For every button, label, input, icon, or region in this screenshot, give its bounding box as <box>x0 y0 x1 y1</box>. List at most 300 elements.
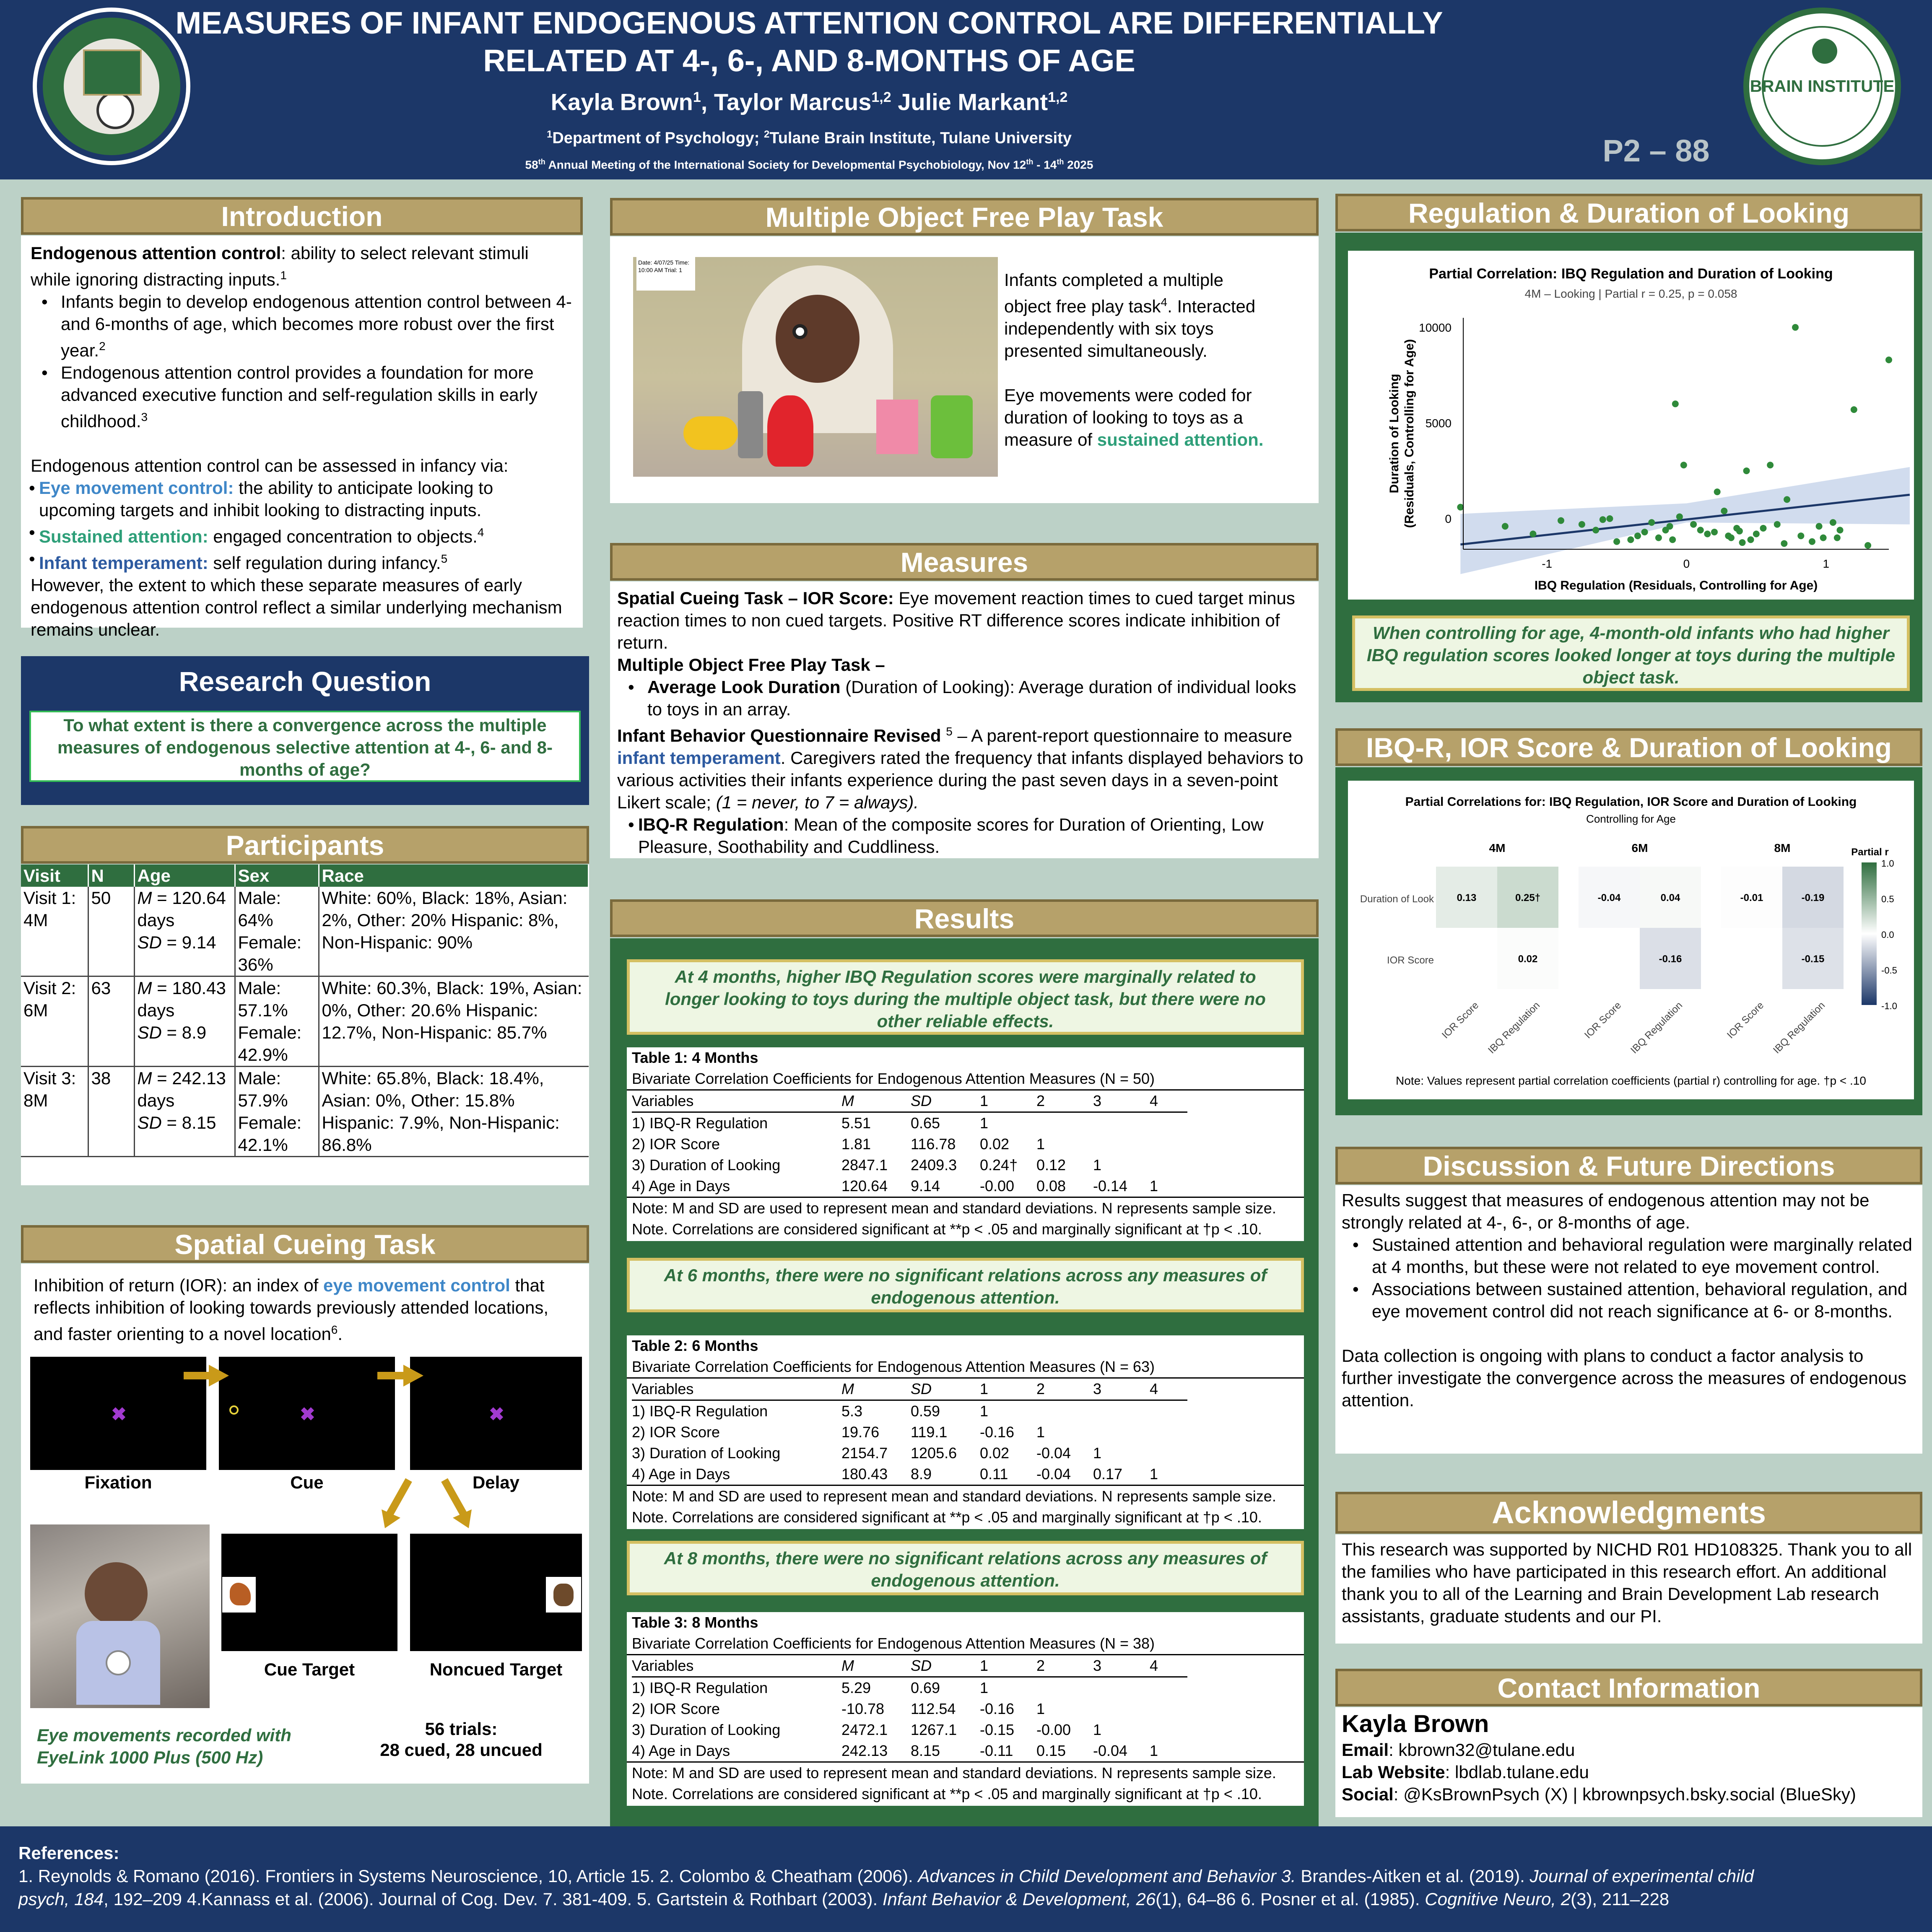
table-header-row <box>632 1091 1187 1112</box>
column-label: IBQ Regulation <box>1771 1000 1828 1056</box>
toy-green <box>931 395 973 458</box>
sex-cell: Male: 64% Female: 36% <box>235 887 319 976</box>
table-cell: 2154.7 <box>841 1444 888 1462</box>
table-cell <box>1093 1698 1150 1719</box>
table-cell <box>1150 1719 1187 1740</box>
discussion-bullets <box>1342 1233 1916 1322</box>
participants-panel <box>21 865 589 1185</box>
table-cell: -0.04 <box>1093 1742 1128 1759</box>
table-row <box>632 1134 1187 1155</box>
discussion-future: Data collection is ongoing with plans to conduct a factor analysis to further investigate the convergence across the measures of endogenous attention. <box>1342 1346 1907 1410</box>
toy-pink-cup <box>876 400 918 454</box>
table-header-cell: 3 <box>1093 1380 1102 1397</box>
table-cell: 242.13 <box>841 1742 888 1759</box>
table-cell: 0.65 <box>911 1114 940 1132</box>
col-age: Age <box>134 865 235 887</box>
table-cell <box>1150 1112 1187 1134</box>
table-header-cell: 4 <box>1150 1092 1158 1109</box>
table-cell <box>1150 1155 1187 1176</box>
y-tick-label: 0 <box>1445 512 1452 526</box>
table-cell: 1 <box>1150 1465 1158 1483</box>
data-point <box>1627 536 1634 543</box>
data-point <box>1641 529 1648 535</box>
data-point <box>1748 536 1754 543</box>
age-cell: M = 120.64 days SD = 9.14 <box>134 887 235 976</box>
squirrel-image <box>222 1577 256 1613</box>
contact-social: Social: @KsBrownPsych (X) | kbrownpsych.bsky.social (BlueSky) <box>1342 1784 1856 1804</box>
table-row <box>632 1112 1187 1134</box>
visit-cell: Visit 3: 8M <box>21 1067 88 1157</box>
trials-line1: 56 trials: <box>425 1719 498 1739</box>
data-point <box>1728 535 1735 541</box>
discussion-panel <box>1335 1185 1922 1454</box>
table-cell: 1 <box>980 1114 989 1132</box>
participants-table <box>21 865 589 1157</box>
table-note: Note: M and SD are used to represent mean and standard deviations. N represents sample size. <box>627 1197 1304 1219</box>
table-cell <box>1036 1400 1093 1422</box>
table-header-row <box>632 1379 1187 1400</box>
intro-bullet: • Endogenous attention control provides a foundation for more advanced executive function and self-regulation skills in early childhood.$^3$ <box>31 361 573 432</box>
table-header-cell: 4 <box>1150 1380 1158 1397</box>
noncued-target-screen <box>410 1534 582 1651</box>
measures-panel <box>610 582 1319 858</box>
measure-mof-list <box>617 676 1311 720</box>
measure-eye-movement: • Eye movement control: the ability to anticipate looking to upcoming targets and inhibit looking to distracting inputs. <box>18 477 573 521</box>
table-cell: 1 <box>1036 1135 1045 1153</box>
legend-tick: 0.0 <box>1881 930 1894 940</box>
table-cell: 3) Duration of Looking <box>632 1156 781 1174</box>
table-cell: -0.00 <box>980 1177 1015 1195</box>
table-header-cell: 3 <box>1093 1092 1102 1109</box>
author-3: Julie Markant <box>891 88 1048 115</box>
data-point <box>1816 523 1823 530</box>
measure-mof: Multiple Object Free Play Task – <box>617 655 885 675</box>
age-cell: M = 242.13 days SD = 8.15 <box>134 1067 235 1157</box>
table-header-cell: 4 <box>1150 1657 1158 1674</box>
table-row <box>632 1719 1187 1740</box>
table-cell <box>1150 1698 1187 1719</box>
data-point <box>1743 467 1750 474</box>
n-cell: 50 <box>88 887 134 976</box>
table-cell: -0.11 <box>980 1742 1013 1759</box>
toy-red <box>767 395 813 467</box>
contact-panel <box>1335 1707 1922 1817</box>
data-point <box>1721 508 1727 514</box>
measure-regulation: • IBQ-R Regulation: Mean of the composite scores for Duration of Orienting, Low Pleasure, Soothability and Cuddliness. <box>617 813 1311 858</box>
table-cell: -0.16 <box>980 1700 1015 1717</box>
participants-heading: Participants <box>21 826 589 864</box>
contact-email: Email: kbrown32@tulane.edu <box>1342 1740 1575 1760</box>
discussion-heading: Discussion & Future Directions <box>1335 1147 1922 1184</box>
table-header-cell: SD <box>911 1657 932 1674</box>
table-cell: 0.17 <box>1093 1465 1123 1483</box>
intro-closing: However, the extent to which these separate measures of early endogenous attention control reflect a similar underlying mechanism remains unclear. <box>31 575 562 639</box>
measure-ior: Spatial Cueing Task – IOR Score: Eye movement reaction times to cued target minus reaction times to non cued targets. Positive RT difference scores indicate inhibition of return. <box>617 588 1295 652</box>
intro-definition: Endogenous attention control: ability to select relevant stimuli while ignoring distracting inputs.$^1$ <box>31 243 529 289</box>
infant-eyetracking-photo <box>30 1524 210 1708</box>
results-callout-8m: At 8 months, there were no significant relations across any measures of endogenous attention. <box>627 1541 1304 1595</box>
table-header-cell: Variables <box>632 1092 694 1109</box>
column-label: IOR Score <box>1439 1000 1481 1041</box>
table-note: Note. Correlations are considered significant at **p < .05 and marginally significant at †p < .10. <box>632 1509 1262 1526</box>
table-row <box>632 1443 1187 1464</box>
table-header-cell: Variables <box>632 1380 694 1397</box>
fixation-cross-icon: ✖ <box>300 1404 315 1425</box>
table-header-cell: 2 <box>1036 1657 1045 1674</box>
table-cell: 0.15 <box>1036 1742 1066 1759</box>
table-cell: -0.14 <box>1093 1177 1128 1195</box>
legend-tick: 1.0 <box>1881 858 1894 869</box>
table-row <box>632 1698 1187 1719</box>
cue-label: Cue <box>290 1472 324 1492</box>
column-label: IOR Score <box>1582 1000 1624 1041</box>
table-title: Table 1: 4 Months <box>632 1049 758 1066</box>
contact-name: Kayla Brown <box>1342 1710 1489 1737</box>
row-label: Duration of Look <box>1360 893 1434 905</box>
delay-screen <box>410 1357 582 1470</box>
table-cell <box>1036 1677 1093 1699</box>
correlation-table <box>632 1379 1187 1485</box>
table-header-cell: 1 <box>980 1657 989 1674</box>
table-cell: 0.02 <box>980 1444 1010 1462</box>
heatmap-value: 0.02 <box>1518 953 1538 965</box>
table-cell <box>1036 1112 1093 1134</box>
table-cell: 2) IOR Score <box>632 1700 720 1717</box>
ibqr-heading: IBQ-R, IOR Score & Duration of Looking <box>1335 728 1922 766</box>
data-point <box>1711 529 1718 535</box>
legend-colorbar <box>1862 862 1877 1005</box>
table-header-cell: 3 <box>1093 1657 1102 1674</box>
table-cell: 9.14 <box>911 1177 940 1195</box>
toy-yellow <box>683 416 738 450</box>
legend-tick: -1.0 <box>1881 1001 1897 1011</box>
data-point <box>1457 504 1464 511</box>
table-header-cell: 2 <box>1036 1092 1045 1109</box>
table-cell <box>1093 1677 1150 1699</box>
cue-screen <box>219 1357 395 1470</box>
freeplay-panel <box>610 236 1319 503</box>
fixation-cross-icon: ✖ <box>111 1404 127 1425</box>
data-point <box>1697 527 1704 533</box>
affiliations: $^1$Department of Psychology; $^2$Tulane Brain Institute, Tulane University <box>546 129 1072 147</box>
table-header-row <box>632 1655 1187 1677</box>
measure-sustained: • Sustained attention: engaged concentration to objects.$^4$ <box>18 521 573 548</box>
heatmap-value: -0.15 <box>1801 953 1825 965</box>
spatial-text: Inhibition of return (IOR): an index of eye movement control that reflects inhibition of looking towards previously attended locations, and faster orienting to a novel location$^6$. <box>34 1275 549 1344</box>
table-cell: 0.08 <box>1036 1177 1066 1195</box>
data-point <box>1669 536 1676 543</box>
table-cell: 8.9 <box>911 1465 932 1483</box>
data-point <box>1558 517 1564 524</box>
table-cell <box>1150 1677 1187 1699</box>
x-tick-label: -1 <box>1542 557 1553 570</box>
poster-id: P2 – 88 <box>1602 133 1710 168</box>
intro-bullet: • Infants begin to develop endogenous attention control between 4- and 6-months of age, which becomes more robust over the first year.$^2$ <box>31 291 573 361</box>
col-sex: Sex <box>235 865 319 887</box>
table-cell: -10.78 <box>841 1700 885 1717</box>
results-table-6m <box>627 1335 1304 1529</box>
heatmap-cell <box>1721 928 1782 989</box>
table-cell: 112.54 <box>911 1700 956 1717</box>
table-cell: 2472.1 <box>841 1721 888 1738</box>
sex-cell: Male: 57.1% Female: 42.9% <box>235 976 319 1067</box>
table-cell: 1 <box>1093 1721 1102 1738</box>
meeting-info: 58th Annual Meeting of the International Society for Developmental Psychobiology, Nov 12th - 14th 2025 <box>525 158 1093 171</box>
heatmap-value: -0.16 <box>1659 953 1682 965</box>
table-header-cell: Variables <box>632 1657 694 1674</box>
participant-row <box>21 976 589 1067</box>
discussion-bullet: • Associations between sustained attention, behavioral regulation, and eye movement control did not reach significance at 6- or 8-months. <box>1342 1278 1916 1322</box>
neuron-icon <box>1812 39 1837 64</box>
references-line1: 1. Reynolds & Romano (2016). Frontiers in Systems Neuroscience, 10, Article 15. 2. Colombo & Cheatham (2006). Advances in Child Development and Behavior 3. Brandes-Aitken et al. (2019). Journal of experimental child <box>18 1866 1754 1886</box>
legend-tick: -0.5 <box>1881 965 1897 976</box>
poster-title-line1: MEASURES OF INFANT ENDOGENOUS ATTENTION CONTROL ARE DIFFERENTIALLY <box>175 5 1443 40</box>
table-cell: 4) Age in Days <box>632 1465 730 1483</box>
spatial-heading: Spatial Cueing Task <box>21 1225 589 1263</box>
table-cell: 1 <box>980 1679 989 1696</box>
table-header-cell: 2 <box>1036 1380 1045 1397</box>
authors: Kayla Brown$^1$, Taylor Marcus$^{1,2}$ Julie Markant$^{1,2}$ <box>551 88 1068 115</box>
fixation-label: Fixation <box>84 1472 152 1492</box>
data-point <box>1760 525 1766 532</box>
table-cell <box>1150 1134 1187 1155</box>
table-cell: 0.69 <box>911 1679 940 1696</box>
poster-header <box>0 0 1932 179</box>
arrow-right-icon <box>209 1365 229 1387</box>
table-header-cell: 1 <box>980 1092 989 1109</box>
data-point <box>1774 521 1781 528</box>
rq-heading: Research Question <box>179 666 431 697</box>
data-point <box>1834 535 1841 541</box>
panel-label: 6M <box>1631 841 1648 854</box>
chart-subtitle: Controlling for Age <box>1586 813 1676 825</box>
panel-label: 8M <box>1774 841 1791 854</box>
table-cell <box>1150 1422 1187 1443</box>
data-point <box>1613 538 1620 545</box>
references-line2: psych, 184, 192–209 4.Kannass et al. (2006). Journal of Cog. Dev. 7. 381-409. 5. Gartstein & Rothbart (2003). Infant Behavior & Development, 26(1), 64–86 6. Posner et al. (1985). Cognitive Neuro, 2(3), 211–228 <box>18 1889 1670 1909</box>
table-cell: 3) Duration of Looking <box>632 1721 781 1738</box>
data-point <box>1714 488 1721 495</box>
table-cell: -0.00 <box>1036 1721 1071 1738</box>
dog-image <box>546 1577 581 1613</box>
table-cell: 19.76 <box>841 1423 880 1441</box>
contact-heading: Contact Information <box>1335 1669 1922 1706</box>
table-cell: 2409.3 <box>911 1156 957 1174</box>
measure-temperament: • Infant temperament: self regulation during infancy.$^5$ <box>18 548 573 574</box>
cue-target-label: Cue Target <box>264 1659 355 1679</box>
y-tick-label: 10000 <box>1419 321 1452 334</box>
measure-reg-list <box>617 813 1311 858</box>
x-axis-label: IBQ Regulation (Residuals, Controlling for Age) <box>1534 579 1818 592</box>
poster-title-line2: RELATED AT 4-, 6-, AND 8-MONTHS OF AGE <box>483 43 1135 78</box>
data-point <box>1676 513 1683 520</box>
chart-title: Partial Correlation: IBQ Regulation and Duration of Looking <box>1429 266 1833 282</box>
heatmap-cell <box>1579 928 1640 989</box>
data-point <box>1851 406 1857 413</box>
infant-freeplay-photo <box>633 257 998 477</box>
heatmap-cell <box>1436 928 1497 989</box>
heatmap-value: -0.19 <box>1801 892 1825 904</box>
photo-caption-card: Date: 4/07/25 Time: 10:00 AM Trial: 1 <box>636 257 695 291</box>
table-cell: 0.24† <box>980 1156 1018 1174</box>
table-cell: -0.04 <box>1036 1465 1071 1483</box>
table-cell: 1 <box>1093 1444 1102 1462</box>
table-cell: 3) Duration of Looking <box>632 1444 781 1462</box>
data-point <box>1634 532 1641 539</box>
table-row <box>632 1155 1187 1176</box>
table-cell <box>1150 1443 1187 1464</box>
table-cell: 1 <box>1150 1742 1158 1759</box>
participant-row <box>21 1067 589 1157</box>
data-point <box>1781 540 1787 547</box>
arrow-down-right-icon <box>444 1480 463 1514</box>
data-point <box>1690 521 1697 528</box>
heatmap-value: 0.25† <box>1515 892 1541 904</box>
table-row <box>632 1677 1187 1699</box>
table-cell: 119.1 <box>911 1423 948 1441</box>
table-cell: -0.04 <box>1036 1444 1071 1462</box>
table-cell: 1 <box>1150 1177 1158 1195</box>
table-cell: 116.78 <box>911 1135 956 1153</box>
n-cell: 38 <box>88 1067 134 1157</box>
brain-institute-logo <box>1743 8 1901 165</box>
freeplay-heading: Multiple Object Free Play Task <box>610 198 1319 236</box>
data-point <box>1502 523 1509 530</box>
arrow-right-icon <box>403 1365 423 1387</box>
references-heading: References: <box>18 1843 119 1863</box>
table-header-cell: M <box>841 1092 854 1109</box>
data-point <box>1784 496 1790 503</box>
results-table-4m <box>627 1047 1304 1241</box>
data-point <box>1830 519 1836 526</box>
race-cell: White: 65.8%, Black: 18.4%, Asian: 0%, Other: 15.8% Hispanic: 7.9%, Non-Hispanic: 86.8% <box>319 1067 589 1157</box>
column-label: IBQ Regulation <box>1628 1000 1685 1056</box>
data-point <box>1530 531 1536 538</box>
data-point <box>1792 324 1799 331</box>
age-cell: M = 180.43 days SD = 8.9 <box>134 976 235 1067</box>
heatmap-chart <box>1348 781 1914 1099</box>
table-cell: 180.43 <box>841 1465 888 1483</box>
table-cell: 5.29 <box>841 1679 871 1696</box>
table-cell: -0.15 <box>980 1721 1015 1738</box>
visit-cell: Visit 2: 6M <box>21 976 88 1067</box>
data-point <box>1579 521 1585 528</box>
table-row <box>632 1740 1187 1761</box>
arrow-right-icon <box>377 1372 404 1379</box>
table-header-cell: SD <box>911 1092 932 1109</box>
delay-label: Delay <box>472 1472 520 1492</box>
regulation-callout: When controlling for age, 4-month-old infants who had higher IBQ regulation scores looked longer at toys during the multiple object task. <box>1352 615 1910 691</box>
contact-website: Lab Website: lbdlab.tulane.edu <box>1342 1762 1589 1782</box>
participant-row <box>21 887 589 976</box>
col-race: Race <box>319 865 589 887</box>
table-header-cell: M <box>841 1657 854 1674</box>
table-caption: Bivariate Correlation Coefficients for Endogenous Attention Measures (N = 38) <box>627 1633 1304 1655</box>
data-point <box>1655 535 1662 541</box>
results-callout-6m: At 6 months, there were no significant relations across any measures of endogenous attention. <box>627 1258 1304 1312</box>
measure-look-duration: • Average Look Duration (Duration of Looking): Average duration of individual looks to toys in an array. <box>617 676 1311 720</box>
data-point <box>1864 542 1871 549</box>
column-label: IBQ Regulation <box>1486 1000 1542 1056</box>
x-tick-label: 1 <box>1823 557 1830 570</box>
table-cell: 2) IOR Score <box>632 1135 720 1153</box>
arrow-right-icon <box>184 1372 210 1379</box>
data-point <box>1606 515 1613 522</box>
scatter-chart-panel <box>1348 251 1914 600</box>
table-caption: Bivariate Correlation Coefficients for Endogenous Attention Measures (N = 50) <box>627 1068 1304 1091</box>
table-cell: 120.64 <box>841 1177 888 1195</box>
race-cell: White: 60%, Black: 18%, Asian: 2%, Other: 20% Hispanic: 8%, Non-Hispanic: 90% <box>319 887 589 976</box>
table-cell: 1 <box>1036 1423 1045 1441</box>
table-cell: 2) IOR Score <box>632 1423 720 1441</box>
table-cell: 1267.1 <box>911 1721 957 1738</box>
table-cell: -0.16 <box>980 1423 1015 1441</box>
brain-institute-label: BRAIN INSTITUTE <box>1750 77 1895 96</box>
intro-panel <box>21 236 583 639</box>
table-row <box>632 1422 1187 1443</box>
data-point <box>1667 523 1673 530</box>
table-cell: 1 <box>980 1402 989 1420</box>
heatmap-value: 0.04 <box>1660 892 1680 904</box>
cue-circle-icon <box>229 1405 239 1415</box>
rq-question: To what extent is there a convergence across the multiple measures of endogenous selective attention at 4-, 6- and 8- months of age? <box>29 711 581 782</box>
chart-title: Partial Correlations for: IBQ Regulation, IOR Score and Duration of Looking <box>1405 795 1857 809</box>
chart-subtitle: 4M – Looking | Partial r = 0.25, p = 0.058 <box>1524 287 1737 300</box>
data-point <box>1837 527 1844 533</box>
table-caption: Bivariate Correlation Coefficients for Endogenous Attention Measures (N = 63) <box>627 1356 1304 1379</box>
table-cell: 0.12 <box>1036 1156 1066 1174</box>
data-point <box>1704 531 1711 538</box>
race-cell: White: 60.3%, Black: 19%, Asian: 0%, Other: 20.6% Hispanic: 12.7%, Non-Hispanic: 85.7% <box>319 976 589 1067</box>
table-cell: 1) IBQ-R Regulation <box>632 1402 768 1420</box>
trials-line2: 28 cued, 28 uncued <box>380 1740 543 1760</box>
data-point <box>1600 516 1606 523</box>
arrow-down-left-icon <box>390 1480 409 1514</box>
correlation-table <box>632 1655 1187 1761</box>
ack-text: This research was supported by NICHD R01 HD108325. Thank you to all the families who have participated in this research effort. An additional thank you to all of the Learning and Brain Development Lab research assistants, graduate students and our PI. <box>1342 1540 1912 1626</box>
heatmap-value: -0.01 <box>1740 892 1763 904</box>
table-note: Note. Correlations are considered significant at **p < .05 and marginally significant at †p < .10. <box>632 1220 1262 1238</box>
eye-tracking-marker-icon <box>792 324 808 339</box>
data-point <box>1672 400 1679 407</box>
rq-panel <box>21 656 589 805</box>
table-note: Note. Correlations are considered significant at **p < .05 and marginally significant at †p < .10. <box>632 1785 1262 1802</box>
table-cell: 1) IBQ-R Regulation <box>632 1679 768 1696</box>
table-note: Note: M and SD are used to represent mean and standard deviations. N represents sample size. <box>627 1761 1304 1784</box>
data-point <box>1885 356 1892 363</box>
table-cell: 8.15 <box>911 1742 940 1759</box>
table-cell: 4) Age in Days <box>632 1742 730 1759</box>
table-row <box>632 1464 1187 1485</box>
results-heading: Results <box>610 899 1319 937</box>
data-point <box>1592 527 1599 533</box>
discussion-summary: Results suggest that measures of endogenous attention may not be strongly related at 4-, 6-, or 8-months of age. <box>1342 1190 1870 1232</box>
measure-ibq: Infant Behavior Questionnaire Revised $^5$ – A parent-report questionnaire to measure infant temperament. Caregivers rated the frequency that infants displayed behaviors to various activities their infants experience during the past seven days in a seven-point Likert scale; (1 = never, to 7 = always). <box>617 725 1304 812</box>
legend-tick: 0.5 <box>1881 894 1894 904</box>
toy-grey <box>738 391 763 458</box>
intro-heading: Introduction <box>21 197 583 235</box>
data-point <box>1736 528 1743 535</box>
fixation-screen <box>30 1357 206 1470</box>
legend-title: Partial r <box>1851 847 1889 858</box>
data-point <box>1753 531 1760 538</box>
data-point <box>1809 538 1815 545</box>
table-cell: 1 <box>1093 1156 1102 1174</box>
sex-cell: Male: 57.9% Female: 42.1% <box>235 1067 319 1157</box>
n-cell: 63 <box>88 976 134 1067</box>
freeplay-text: Infants completed a multiple object free play task$^4$. Interacted independently with six toys presented simultaneously. Eye movements were coded for duration of looking to toys as a measure of sustained attention. <box>1004 270 1264 449</box>
author-1: Kayla Brown <box>551 88 693 115</box>
